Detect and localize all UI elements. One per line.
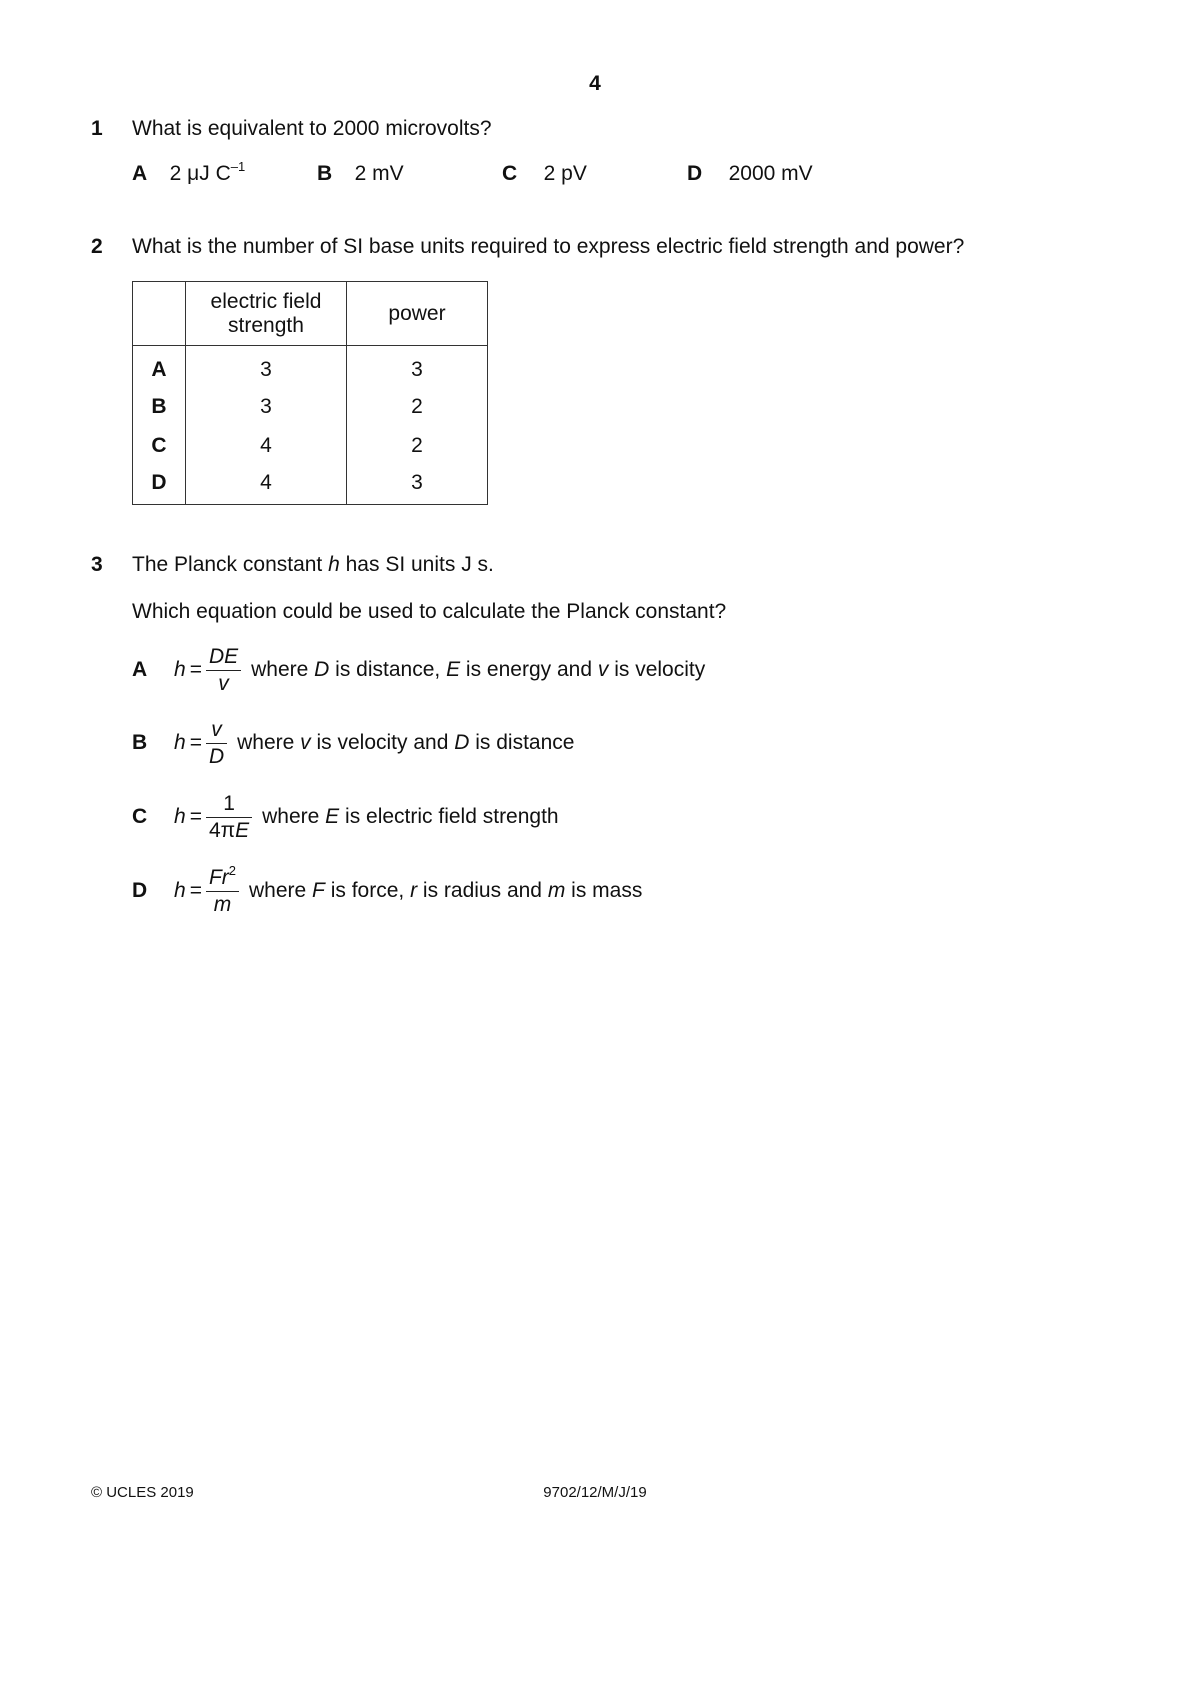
q1-number: 1 (91, 117, 103, 140)
option-letter: D (132, 879, 148, 902)
power-value: 3 (411, 357, 423, 381)
option-description: where F is force, r is radius and m is mass (249, 879, 643, 902)
fraction: $\frac{v}{D}$ (206, 717, 227, 770)
fraction: $\frac{DE}{v}$ (206, 644, 241, 697)
q1-option-d[interactable] (687, 162, 813, 186)
q3-number: 3 (91, 553, 103, 576)
q2-table (132, 281, 488, 505)
footer-copyright: © UCLES 2019 (91, 1484, 194, 1501)
header-power: power (347, 282, 488, 346)
q2-text: What is the number of SI base units required to express electric field strength and power? (132, 235, 965, 258)
fraction: $\frac{Fr^2}{m}$ (206, 865, 239, 918)
efs-value: 3 (186, 388, 347, 427)
table-corner-cell (133, 282, 186, 346)
q3-option-a[interactable]: A h = $\frac{DE}{v}$ where D is distance, E is energy and v is velocity (132, 644, 706, 695)
q3-question: Which equation could be used to calculate the Planck constant? (132, 600, 727, 623)
q1-text: What is equivalent to 2000 microvolts? (132, 117, 492, 140)
table-row[interactable] (133, 346, 488, 388)
option-letter: C (502, 162, 518, 185)
option-letter: B (317, 162, 333, 185)
option-letter: A (132, 162, 148, 185)
q3-option-d[interactable]: D h = $\frac{Fr^2}{m}$ where F is force, r is radius and m is mass (132, 862, 643, 916)
footer-paper-code: 9702/12/M/J/19 (543, 1484, 647, 1501)
row-letter: C (133, 427, 186, 466)
row-letter: A (133, 346, 186, 388)
q3-option-b[interactable]: B h = $\frac{v}{D}$ where v is velocity and D is distance (132, 717, 575, 768)
fraction: $\frac{1}{4\pi E}$ (206, 791, 252, 844)
option-letter: D (687, 162, 703, 185)
q1-option-c[interactable] (502, 162, 587, 186)
table-row[interactable] (133, 466, 488, 505)
row-letter: D (133, 466, 186, 505)
q3-text: The Planck constant h has SI units J s. (132, 553, 494, 576)
efs-value: 3 (186, 346, 347, 388)
option-description: where D is distance, E is energy and v is velocity (251, 658, 706, 681)
q1-option-a[interactable] (132, 159, 246, 186)
row-letter: B (133, 388, 186, 427)
header-electric-field-strength: electric field strength (186, 282, 347, 346)
power-value: 2 (411, 434, 423, 457)
option-letter: C (132, 805, 148, 828)
q1-option-b[interactable] (317, 162, 404, 186)
option-letter: A (132, 658, 148, 681)
efs-value: 4 (186, 427, 347, 466)
option-value: 2 μJ $C^{-1}$ (169, 159, 246, 185)
table-row[interactable] (133, 388, 488, 427)
option-value: 2 pV (543, 162, 587, 185)
page-number: 4 (589, 72, 601, 95)
option-letter: B (132, 731, 148, 754)
q3-option-c[interactable]: C h = $\frac{1}{4\pi E}$ where E is electric field strength (132, 791, 559, 842)
table-row[interactable] (133, 427, 488, 466)
efs-value: 4 (186, 466, 347, 505)
power-value: 2 (411, 395, 423, 418)
power-value: 3 (411, 470, 423, 494)
option-description: where E is electric field strength (262, 805, 559, 828)
q2-number: 2 (91, 235, 103, 258)
option-value: 2000 mV (728, 162, 813, 185)
option-value: 2 mV (354, 162, 404, 185)
option-description: where v is velocity and D is distance (237, 731, 575, 754)
